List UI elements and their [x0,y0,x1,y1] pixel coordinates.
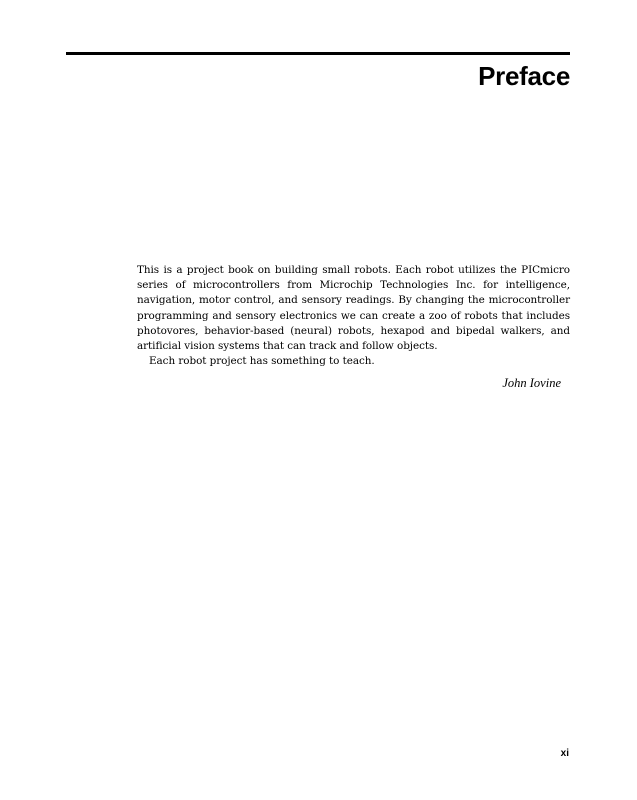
author-signature: John Iovine [502,376,561,390]
preface-body [137,263,570,369]
header-rule [66,52,570,55]
body-paragraph: Each robot project has something to teach. [149,355,375,368]
body-paragraph: This is a project book on building small robots. Each robot utilizes the PICmicro series of microcontrollers from Microchip Technologies Inc. for intelligence, navigation, motor control, and sensory readings. By changing the microcontroller programming and sensory electronics we can create a zoo of robots that includes photovores, behavior-based (neural) robots, hexapod and bipedal walkers, and artificial vision systems that can track and follow objects. [137,264,570,353]
page-number: xi [560,748,569,759]
chapter-title: Preface [478,61,570,91]
